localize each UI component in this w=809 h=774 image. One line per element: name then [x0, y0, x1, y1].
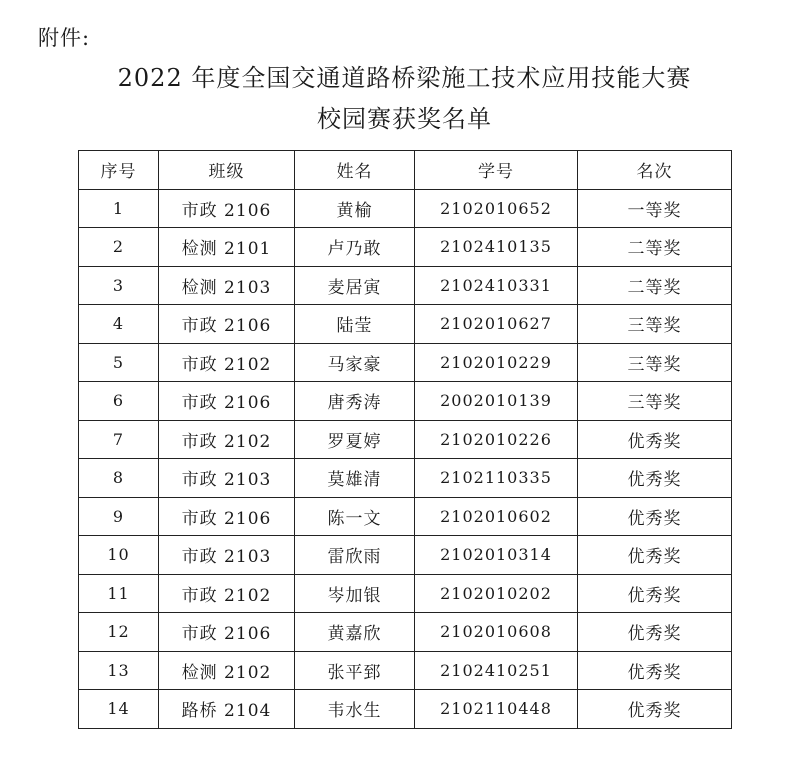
cell-name: 麦居寅: [295, 266, 415, 305]
cell-class: 市政 2102: [159, 420, 295, 459]
table-row: [79, 343, 732, 382]
cell-class: 市政 2106: [159, 305, 295, 344]
cell-class: 市政 2102: [159, 343, 295, 382]
cell-student-id: 2102110448: [415, 690, 578, 729]
cell-student-id: 2102410251: [415, 651, 578, 690]
cell-class: 市政 2106: [159, 497, 295, 536]
table-row: [79, 613, 732, 652]
document-subtitle: 校园赛获奖名单: [317, 105, 492, 133]
table-row: [79, 420, 732, 459]
cell-serial: 10: [79, 536, 159, 575]
cell-class: 检测 2102: [159, 651, 295, 690]
cell-serial: 11: [79, 574, 159, 613]
cell-serial: 3: [79, 266, 159, 305]
table-row: [79, 305, 732, 344]
cell-name: 陈一文: [295, 497, 415, 536]
cell-serial: 7: [79, 420, 159, 459]
cell-student-id: 2102410331: [415, 266, 578, 305]
award-list-table: [78, 150, 732, 729]
cell-class: 检测 2101: [159, 228, 295, 267]
table-row: [79, 459, 732, 498]
cell-student-id: 2102010627: [415, 305, 578, 344]
cell-serial: 13: [79, 651, 159, 690]
cell-student-id: 2102010608: [415, 613, 578, 652]
cell-name: 黄榆: [295, 189, 415, 228]
cell-rank: 三等奖: [578, 343, 732, 382]
header-student-id: 学号: [415, 151, 578, 190]
cell-class: 市政 2106: [159, 613, 295, 652]
cell-serial: 12: [79, 613, 159, 652]
cell-name: 张平郅: [295, 651, 415, 690]
cell-rank: 优秀奖: [578, 613, 732, 652]
header-name: 姓名: [295, 151, 415, 190]
cell-name: 黄嘉欣: [295, 613, 415, 652]
cell-class: 路桥 2104: [159, 690, 295, 729]
cell-name: 韦水生: [295, 690, 415, 729]
cell-name: 陆莹: [295, 305, 415, 344]
cell-serial: 5: [79, 343, 159, 382]
header-class: 班级: [159, 151, 295, 190]
cell-rank: 优秀奖: [578, 574, 732, 613]
cell-rank: 优秀奖: [578, 651, 732, 690]
cell-serial: 2: [79, 228, 159, 267]
table-row: [79, 228, 732, 267]
cell-student-id: 2102010226: [415, 420, 578, 459]
header-rank: 名次: [578, 151, 732, 190]
cell-rank: 优秀奖: [578, 459, 732, 498]
cell-class: 市政 2106: [159, 382, 295, 421]
cell-serial: 4: [79, 305, 159, 344]
header-serial: 序号: [79, 151, 159, 190]
cell-rank: 三等奖: [578, 305, 732, 344]
cell-student-id: 2102410135: [415, 228, 578, 267]
cell-rank: 三等奖: [578, 382, 732, 421]
table-header-row: [79, 151, 732, 190]
cell-rank: 一等奖: [578, 189, 732, 228]
cell-rank: 优秀奖: [578, 536, 732, 575]
document-title: 2022 年度全国交通道路桥梁施工技术应用技能大赛: [117, 64, 692, 92]
cell-name: 唐秀涛: [295, 382, 415, 421]
cell-class: 市政 2103: [159, 536, 295, 575]
cell-serial: 14: [79, 690, 159, 729]
table-row: [79, 536, 732, 575]
cell-student-id: 2102010314: [415, 536, 578, 575]
cell-rank: 二等奖: [578, 228, 732, 267]
cell-student-id: 2102010652: [415, 189, 578, 228]
cell-name: 岑加银: [295, 574, 415, 613]
table-row: [79, 189, 732, 228]
cell-serial: 1: [79, 189, 159, 228]
cell-student-id: 2102010229: [415, 343, 578, 382]
cell-rank: 二等奖: [578, 266, 732, 305]
cell-rank: 优秀奖: [578, 497, 732, 536]
table-row: [79, 690, 732, 729]
cell-serial: 9: [79, 497, 159, 536]
table-row: [79, 574, 732, 613]
cell-name: 卢乃敢: [295, 228, 415, 267]
attachment-label: 附件:: [38, 26, 91, 50]
cell-name: 罗夏婷: [295, 420, 415, 459]
cell-class: 市政 2103: [159, 459, 295, 498]
cell-student-id: 2102010602: [415, 497, 578, 536]
table-body: [79, 189, 732, 728]
table-row: [79, 382, 732, 421]
cell-class: 市政 2102: [159, 574, 295, 613]
cell-class: 市政 2106: [159, 189, 295, 228]
cell-rank: 优秀奖: [578, 690, 732, 729]
cell-rank: 优秀奖: [578, 420, 732, 459]
cell-class: 检测 2103: [159, 266, 295, 305]
table-row: [79, 266, 732, 305]
cell-serial: 6: [79, 382, 159, 421]
cell-name: 马家豪: [295, 343, 415, 382]
table-row: [79, 497, 732, 536]
cell-student-id: 2002010139: [415, 382, 578, 421]
cell-student-id: 2102110335: [415, 459, 578, 498]
cell-name: 雷欣雨: [295, 536, 415, 575]
cell-student-id: 2102010202: [415, 574, 578, 613]
table-row: [79, 651, 732, 690]
cell-name: 莫雄清: [295, 459, 415, 498]
cell-serial: 8: [79, 459, 159, 498]
